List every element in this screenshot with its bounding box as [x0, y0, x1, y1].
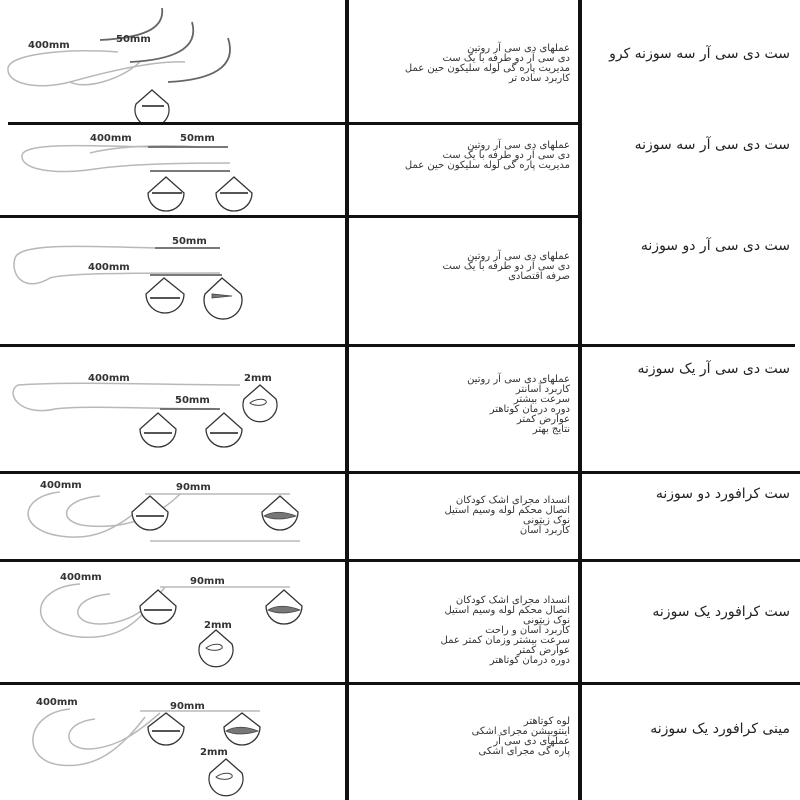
feature-item: دوره درمان کوتاهتر — [489, 655, 570, 666]
feature-item: سرعت بیشتر وزمان کمتر عمل — [440, 635, 570, 646]
length-label: 50mm — [180, 133, 215, 144]
length-label: 90mm — [190, 576, 225, 587]
product-title: ست کرافورد یک سوزنه — [652, 604, 790, 620]
feature-item: مدیریت پاره گی لوله سلیکون حین عمل — [404, 63, 570, 74]
feature-item: سرعت بیشتر — [513, 394, 570, 405]
needle-protector-icon — [140, 590, 176, 624]
product-illustration — [0, 0, 345, 122]
feature-item: انسداد مجرای اشک کودکان — [455, 595, 570, 606]
feature-item: پاره گی مجرای اشکی — [478, 746, 570, 757]
feature-item: عملهای دی سی آر — [493, 736, 570, 747]
length-label: 90mm — [170, 701, 205, 712]
product-title: ست کرافورد دو سوزنه — [655, 486, 790, 502]
length-label: 400mm — [40, 480, 82, 491]
feature-list — [355, 141, 570, 171]
length-label: 400mm — [36, 697, 78, 708]
feature-item: عملهای دی سی آر روتین — [467, 374, 570, 385]
length-label: 50mm — [116, 34, 151, 45]
feature-item: نوک زیتونی — [523, 515, 570, 526]
product-illustration — [0, 125, 345, 215]
feature-item: دی سی آر دو طرفه با یک ست — [442, 261, 570, 272]
product-row — [0, 685, 800, 800]
product-illustration — [0, 685, 345, 800]
feature-item: دی سی آر دو طرفه با یک ست — [442, 150, 570, 161]
length-label: 400mm — [90, 133, 132, 144]
needle-protector-icon — [132, 496, 168, 530]
feature-item: عملهای دی سی آر روتین — [467, 43, 570, 54]
feature-item: کاربرد ساده تر — [508, 73, 570, 84]
feature-item: دی سی آر دو طرفه با یک ست — [442, 53, 570, 64]
length-label: 50mm — [172, 236, 207, 247]
needle-protector-icon — [146, 278, 184, 313]
feature-item: عملهای دی سی آر روتین — [467, 251, 570, 262]
length-label: 90mm — [176, 482, 211, 493]
feature-item: اتصال محکم لوله وسیم استیل — [444, 505, 570, 516]
feature-item: اینتوبیشن مجرای اشکی — [471, 726, 570, 737]
feature-list — [355, 252, 570, 282]
curved-needle — [168, 38, 230, 82]
product-illustration — [0, 218, 345, 344]
feature-item: عوارض کمتر — [516, 645, 570, 656]
product-illustration — [0, 474, 345, 559]
feature-item: اتصال محکم لوله وسیم استیل — [444, 605, 570, 616]
length-label: 400mm — [60, 572, 102, 583]
needle-protector-icon — [206, 413, 242, 447]
feature-list — [355, 717, 570, 757]
feature-item: صرفه اقتصادی — [508, 271, 570, 282]
feature-item: مدیریت پاره گی لوله سلیکون حین عمل — [404, 160, 570, 171]
product-illustration — [0, 347, 345, 471]
length-label: 50mm — [175, 395, 210, 406]
product-row — [0, 347, 800, 471]
feature-item: عوارض کمتر — [516, 414, 570, 425]
feature-list — [355, 496, 570, 536]
length-label: 400mm — [88, 373, 130, 384]
needle-protector-icon — [204, 278, 242, 319]
feature-item: نتایج بهتر — [532, 424, 570, 435]
product-title: ست دی سی آر سه سوزنه کرو — [609, 46, 790, 62]
product-row — [0, 125, 800, 215]
product-title: ست دی سی آر یک سوزنه — [637, 361, 790, 377]
feature-list — [355, 375, 570, 435]
product-row — [0, 562, 800, 682]
product-row — [0, 0, 800, 122]
feature-list — [355, 596, 570, 666]
product-illustration — [0, 562, 345, 682]
length-label: 400mm — [28, 40, 70, 51]
feature-item: کاربرد آسان و راحت — [485, 625, 570, 636]
length-label: 2mm — [244, 373, 272, 384]
feature-item: لوه کوتاهتر — [523, 716, 570, 727]
feature-item: کاربرد آسانتر — [515, 384, 570, 395]
feature-item: نوک زیتونی — [523, 615, 570, 626]
product-title: ست دی سی آر دو سوزنه — [640, 238, 790, 254]
length-label: 2mm — [200, 747, 228, 758]
product-title: مینی کرافورد یک سوزنه — [650, 721, 790, 737]
feature-item: کاربرد آسان — [519, 525, 570, 536]
product-row — [0, 474, 800, 559]
feature-item: دوره درمان کوتاهتر — [489, 404, 570, 415]
length-label: 2mm — [204, 620, 232, 631]
feature-list — [355, 44, 570, 84]
length-label: 400mm — [88, 262, 130, 273]
needle-protector-icon — [140, 413, 176, 447]
product-title: ست دی سی آر سه سوزنه — [634, 137, 790, 153]
feature-item: عملهای دی سی آر روتین — [467, 140, 570, 151]
product-row — [0, 218, 800, 344]
feature-item: انسداد مجرای اشک کودکان — [455, 495, 570, 506]
